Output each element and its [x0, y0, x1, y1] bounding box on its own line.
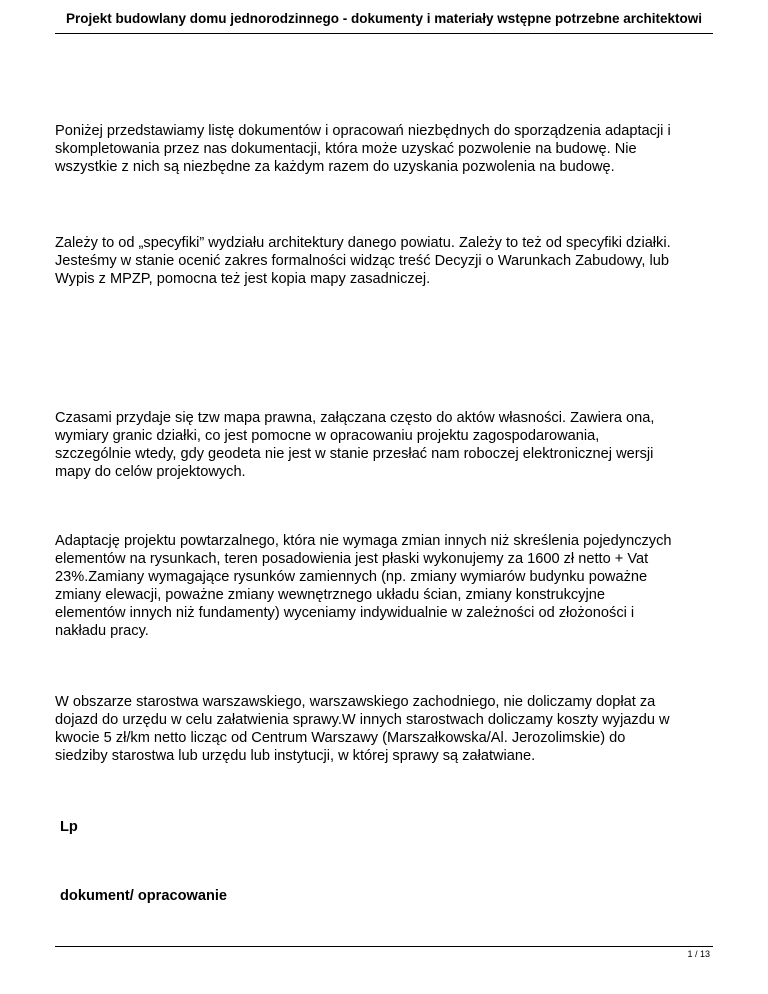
- page-number: 1 / 13: [687, 949, 710, 959]
- paragraph-line: Zależy to od „specyfiki” wydziału architektury danego powiatu. Zależy to też od specyfiki działki.: [55, 235, 671, 251]
- paragraph-line: nakładu pracy.: [55, 623, 149, 639]
- paragraph-line: Wypis z MPZP, pomocna też jest kopia mapy zasadniczej.: [55, 271, 431, 287]
- paragraph-line: siedziby starostwa lub urzędu lub instytucji, w której sprawy są załatwiane.: [55, 748, 536, 764]
- paragraph-line: elementów innych niż fundamenty) wyceniamy indywidualnie w zależności od złożoności i: [55, 605, 635, 621]
- header-divider: [55, 33, 713, 34]
- paragraph-line: 23%.Zamiany wymagające rysunków zamiennych (np. zmiany wymiarów budynku poważne: [55, 569, 648, 585]
- paragraph-line: kwocie 5 zł/km netto licząc od Centrum Warszawy (Marszałkowska/Al. Jerozolimskie) do: [55, 730, 626, 746]
- paragraph-line: Czasami przydaje się tzw mapa prawna, załączana często do aktów własności. Zawiera ona,: [55, 410, 655, 426]
- paragraph-line: Poniżej przedstawiamy listę dokumentów i opracowań niezbędnych do sporządzenia adaptacji i: [55, 123, 671, 139]
- table-header-document: dokument/ opracowanie: [60, 888, 228, 904]
- page-header-title: Projekt budowlany domu jednorodzinnego - dokumenty i materiały wstępne potrzebne architektowi: [65, 11, 703, 26]
- paragraph-line: szczególnie wtedy, gdy geodeta nie jest w stanie przesłać nam roboczej elektronicznej wersji: [55, 446, 654, 462]
- table-header-lp: Lp: [60, 819, 78, 835]
- paragraph-line: skompletowania przez nas dokumentacji, która może uzyskać pozwolenie na budowę. Nie: [55, 141, 637, 157]
- paragraph-line: wymiary granic działki, co jest pomocne w opracowaniu projektu zagospodarowania,: [55, 428, 600, 444]
- footer-divider: [55, 946, 713, 947]
- paragraph-line: elementów na rysunkach, teren posadowienia jest płaski wykonujemy za 1600 zł netto + Vat: [55, 551, 649, 567]
- paragraph-specifics: [55, 234, 715, 288]
- paragraph-travel-costs: [55, 693, 715, 765]
- paragraph-line: mapy do celów projektowych.: [55, 464, 246, 480]
- paragraph-intro: [55, 122, 715, 176]
- paragraph-line: Jesteśmy w stanie ocenić zakres formalności widząc treść Decyzji o Warunkach Zabudowy, lub: [55, 253, 669, 269]
- paragraph-line: zmiany elewacji, poważne zmiany wewnętrznego układu ścian, zmiany konstrukcyjne: [55, 587, 605, 603]
- paragraph-pricing: [55, 532, 715, 640]
- paragraph-line: wszystkie z nich są niezbędne za każdym razem do uzyskania pozwolenia na budowę.: [55, 159, 615, 175]
- paragraph-line: W obszarze starostwa warszawskiego, warszawskiego zachodniego, nie doliczamy dopłat za: [55, 694, 656, 710]
- paragraph-legal-map: [55, 409, 715, 481]
- paragraph-line: Adaptację projektu powtarzalnego, która nie wymaga zmian innych niż skreślenia pojedynczych: [55, 533, 672, 549]
- paragraph-line: dojazd do urzędu w celu załatwienia sprawy.W innych starostwach doliczamy koszty wyjazdu w: [55, 712, 670, 728]
